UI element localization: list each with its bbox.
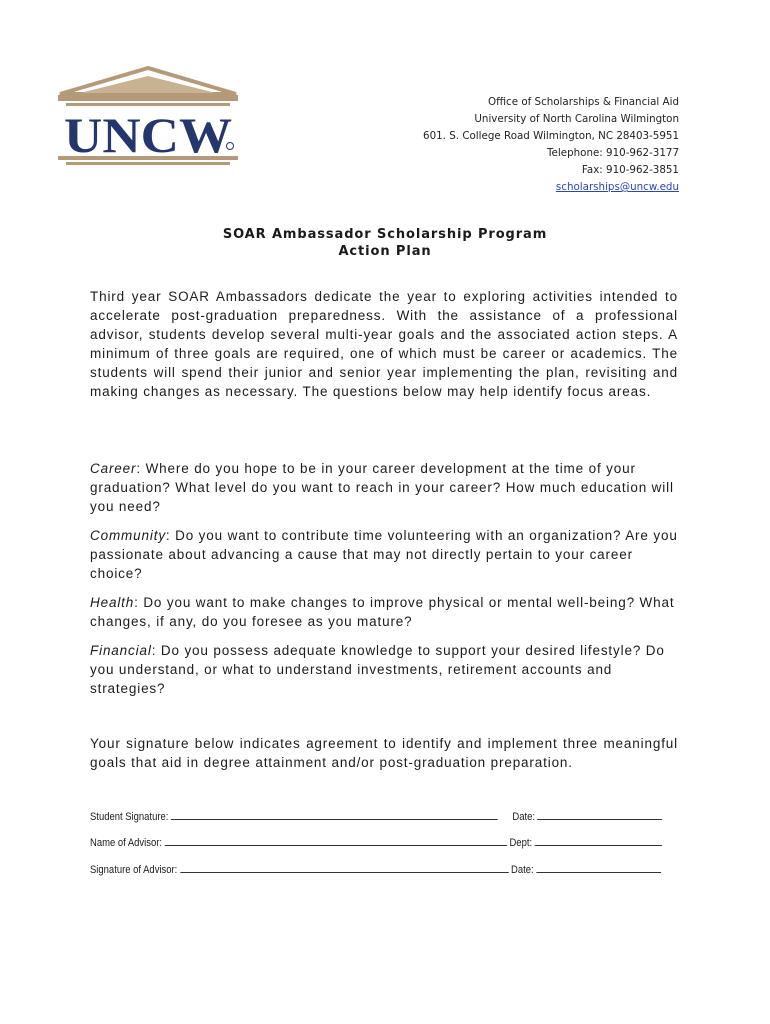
student-signature-line[interactable] bbox=[171, 810, 498, 820]
street-address: 601. S. College Road Wilmington, NC 28403-5951 bbox=[423, 130, 679, 142]
category-label: Financial bbox=[90, 643, 152, 658]
university-name: University of North Carolina Wilmington bbox=[474, 113, 679, 125]
question-health bbox=[90, 593, 680, 631]
advisor-signature-line[interactable] bbox=[180, 863, 509, 873]
advisor-signature-label: Signature of Advisor: bbox=[90, 864, 178, 876]
telephone: Telephone: 910-962-3177 bbox=[547, 147, 679, 159]
focus-questions bbox=[90, 459, 680, 708]
category-label: Health bbox=[90, 595, 135, 610]
student-signature-row bbox=[90, 810, 597, 823]
question-text: : Do you possess adequate knowledge to support your desired lifestyle? Do you understand, or what to understand investments, retirement accounts and strategies? bbox=[90, 643, 665, 696]
logo-wordmark: UNCW bbox=[64, 107, 232, 163]
office-address-block bbox=[423, 94, 679, 196]
intro-paragraph: Third year SOAR Ambassadors dedicate the year to exploring activities intended to accelerate post-graduation preparedness. With the assistance of a professional advisor, students develop several multi-year goals and the associated action steps. A minimum of three goals are required, one of which must be career or academics. The students will spend their junior and senior year implementing the plan, revisiting and making changes as necessary. The questions below may help identify focus areas. bbox=[90, 289, 678, 399]
question-financial bbox=[90, 641, 680, 698]
title-action-plan: Action Plan bbox=[338, 244, 432, 259]
office-name: Office of Scholarships & Financial Aid bbox=[488, 96, 679, 108]
student-date-line[interactable] bbox=[538, 810, 663, 820]
question-text: : Do you want to contribute time volunteering with an organization? Are you passionate about advancing a cause that may not directly pertain to your career choice? bbox=[90, 528, 678, 581]
student-signature-label: Student Signature: bbox=[90, 811, 169, 823]
agreement-paragraph: Your signature below indicates agreement to identify and implement three meaningful goals that aid in degree attainment and/or post-graduation preparation. bbox=[90, 736, 678, 770]
question-text: : Do you want to make changes to improve physical or mental well-being? What changes, if any, do you foresee as you mature? bbox=[90, 595, 675, 629]
advisor-name-label: Name of Advisor: bbox=[90, 837, 163, 849]
page-title bbox=[0, 226, 770, 260]
category-label: Community bbox=[90, 528, 166, 543]
advisor-date-label: Date: bbox=[510, 864, 534, 876]
category-label: Career bbox=[90, 461, 137, 476]
question-community bbox=[90, 526, 680, 583]
question-text: : Where do you hope to be in your career development at the time of your graduation? What level do you want to reach in your career? How much education will you need? bbox=[90, 461, 674, 514]
advisor-name-row bbox=[90, 836, 597, 849]
advisor-dept-line[interactable] bbox=[535, 836, 662, 846]
title-program: SOAR Ambassador Scholarship Program bbox=[222, 227, 548, 242]
student-date-label: Date: bbox=[512, 811, 535, 823]
advisor-signature-row bbox=[90, 863, 597, 876]
fax: Fax: 910-962-3851 bbox=[581, 164, 679, 176]
email-link[interactable]: scholarships@uncw.edu bbox=[555, 181, 679, 193]
advisor-name-line[interactable] bbox=[165, 836, 507, 846]
advisor-date-line[interactable] bbox=[536, 863, 661, 873]
question-career bbox=[90, 459, 680, 516]
advisor-dept-label: Dept: bbox=[509, 837, 533, 849]
uncw-logo bbox=[52, 64, 244, 174]
